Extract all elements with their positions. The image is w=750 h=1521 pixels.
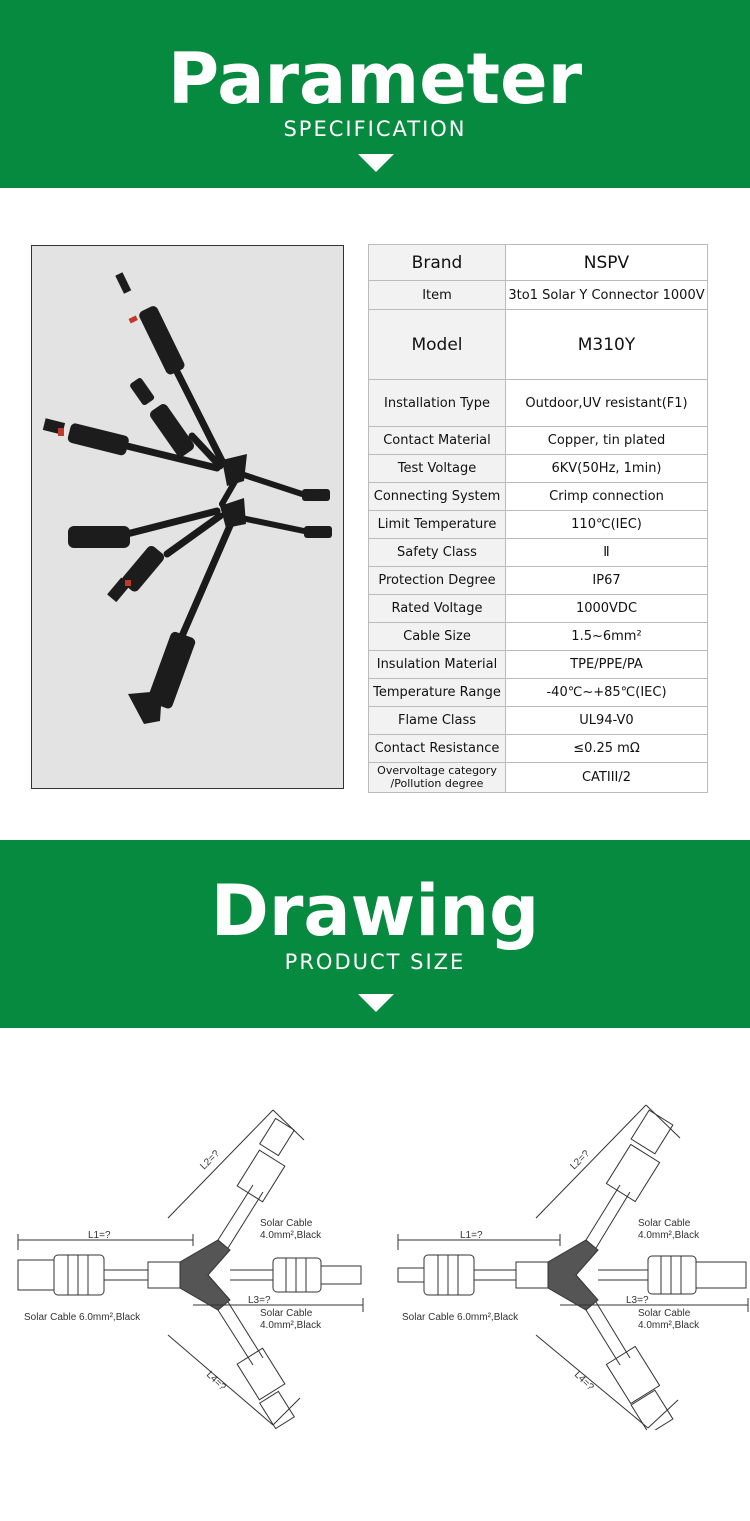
drawing-title: Drawing [210,870,540,952]
table-row [369,595,708,623]
protection-degree-value: IP67 [506,567,708,595]
dimension-l4: L4=? [571,1369,596,1394]
dimension-l3: L3=? [626,1295,649,1306]
cable-lower-label-2: 4.0mm²,Black [260,1320,322,1331]
cable-size-value: 1.5~6mm² [506,623,708,651]
temperature-range-label: Temperature Range [369,679,506,707]
table-row [369,763,708,793]
down-arrow-icon [358,994,394,1012]
cable-upper-label-1: Solar Cable [260,1218,313,1229]
brand-value: NSPV [506,245,708,281]
table-row [369,455,708,483]
table-row [369,539,708,567]
cable-main-label: Solar Cable 6.0mm²,Black [402,1312,519,1323]
installation-type-label: Installation Type [369,380,506,427]
item-label: Item [369,281,506,310]
safety-class-label: Safety Class [369,539,506,567]
overvoltage-label-line2: /Pollution degree [390,776,484,790]
insulation-material-label: Insulation Material [369,651,506,679]
drawing-banner [0,840,750,1028]
dimension-l1: L1=? [88,1230,111,1241]
parameter-title: Parameter [167,38,583,120]
cable-upper-label-2: 4.0mm²,Black [638,1230,700,1241]
test-voltage-label: Test Voltage [369,455,506,483]
dimension-l2: L2=? [568,1148,593,1173]
temperature-range-value: -40℃~+85℃(IEC) [506,679,708,707]
cable-size-label: Cable Size [369,623,506,651]
technical-drawing-right [388,1090,750,1430]
overvoltage-value: CATIII/2 [506,763,708,793]
dimension-l3: L3=? [248,1295,271,1306]
dimension-l2: L2=? [198,1148,223,1173]
connecting-system-value: Crimp connection [506,483,708,511]
flame-class-label: Flame Class [369,707,506,735]
product-size-subtitle: PRODUCT SIZE [284,950,466,974]
y-connector-drawing [388,1090,750,1430]
limit-temperature-value: 110℃(IEC) [506,511,708,539]
table-row [369,707,708,735]
table-row [369,735,708,763]
y-connector-drawing [8,1090,380,1430]
y-connector-image [32,246,344,789]
table-row [369,511,708,539]
cable-main-label: Solar Cable 6.0mm²,Black [24,1312,141,1323]
installation-type-value: Outdoor,UV resistant(F1) [506,380,708,427]
cable-lower-label-2: 4.0mm²,Black [638,1320,700,1331]
table-row [369,651,708,679]
contact-material-label: Contact Material [369,427,506,455]
brand-label: Brand [369,245,506,281]
table-row [369,623,708,651]
model-label: Model [369,310,506,380]
dimension-l1: L1=? [460,1230,483,1241]
protection-degree-label: Protection Degree [369,567,506,595]
rated-voltage-value: 1000VDC [506,595,708,623]
flame-class-value: UL94-V0 [506,707,708,735]
table-row [369,567,708,595]
overvoltage-label-line1: Overvoltage category [377,763,497,777]
cable-lower-label-1: Solar Cable [638,1308,691,1319]
cable-upper-label-1: Solar Cable [638,1218,691,1229]
contact-material-value: Copper, tin plated [506,427,708,455]
safety-class-value: Ⅱ [506,539,708,567]
insulation-material-value: TPE/PPE/PA [506,651,708,679]
table-row [369,427,708,455]
cable-upper-label-2: 4.0mm²,Black [260,1230,322,1241]
contact-resistance-label: Contact Resistance [369,735,506,763]
table-row [369,281,708,310]
connecting-system-label: Connecting System [369,483,506,511]
table-row [369,679,708,707]
rated-voltage-label: Rated Voltage [369,595,506,623]
down-arrow-icon [358,154,394,172]
table-row [369,483,708,511]
product-photo [31,245,344,789]
model-value: M310Y [506,310,708,380]
cable-lower-label-1: Solar Cable [260,1308,313,1319]
contact-resistance-value: ≤0.25 mΩ [506,735,708,763]
parameter-banner [0,0,750,188]
specification-subtitle: SPECIFICATION [283,117,467,141]
table-row [369,245,708,281]
technical-drawing-left [8,1090,380,1430]
test-voltage-value: 6KV(50Hz, 1min) [506,455,708,483]
table-row [369,310,708,380]
table-row [369,380,708,427]
overvoltage-label [369,763,506,793]
item-value: 3to1 Solar Y Connector 1000V [506,281,708,310]
spec-table [368,244,708,793]
dimension-l4: L4=? [203,1369,228,1394]
limit-temperature-label: Limit Temperature [369,511,506,539]
